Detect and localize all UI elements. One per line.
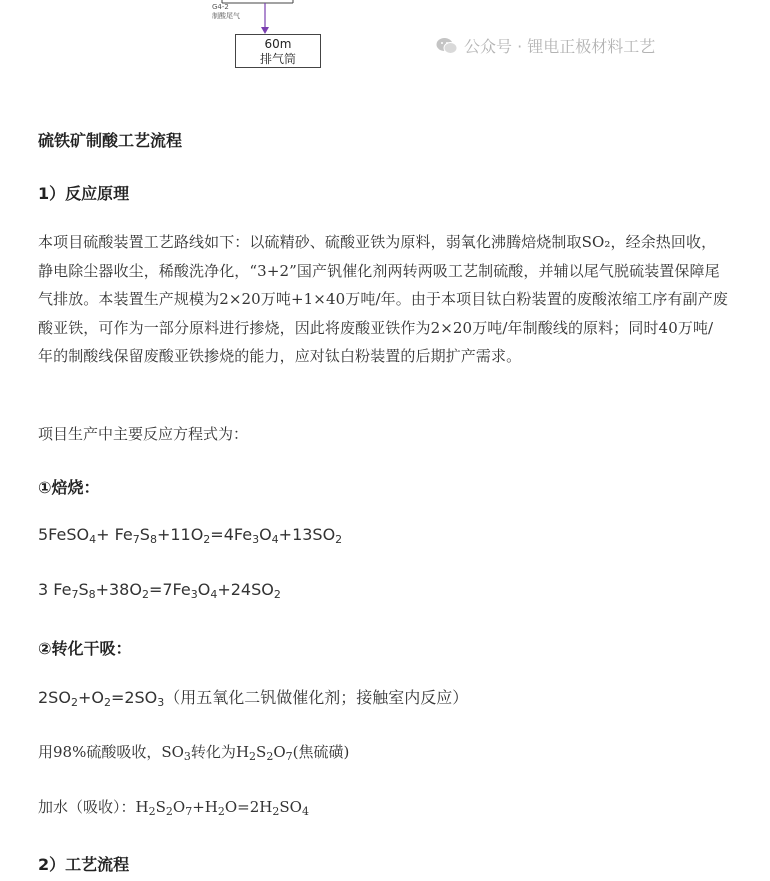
catalyst-note: （用五氧化二钒做催化剂；接触室内反应） [164,688,469,707]
equation-water-addition: 加水（吸收）：$H_2S_2O_7+H_2O=2H_2SO_4$ [38,798,309,818]
stack-gas-label [212,3,252,21]
absorption-prefix: 用98%硫酸吸收， [38,743,162,761]
section-title: 硫铁矿制酸工艺流程 [38,131,183,150]
equation-conversion: $2SO_2+O_2=2SO_3$（用五氧化二钒做催化剂；接触室内反应） [38,688,469,709]
water-prefix: 加水（吸收）： [38,798,136,816]
equation-absorption: 用98%硫酸吸收，$SO_3$转化为$H_2S_2O_7$(焦硫磺) [38,743,350,763]
stack-height: 60m [264,37,292,51]
watermark-text: 公众号 · 锂电正极材料工艺 [464,37,656,56]
stack-gas-code: G4-2 [212,3,229,11]
heading-reaction-principle: 1）反应原理 [38,184,130,203]
equation-roasting-2: 3 $Fe_7S_8+38O_2=7Fe_3O_4+24SO_2$ [38,580,281,601]
wechat-icon [436,37,458,55]
exhaust-stack-box [235,34,321,68]
stack-gas-name: 制酸尾气 [212,12,240,20]
absorption-middle: 转化为 [190,743,236,761]
stack-name: 排气筒 [259,52,296,66]
flow-arrow-head [261,27,269,34]
equations-intro: 项目生产中主要反应方程式为： [38,425,249,443]
equation-roasting-1: 5FeSO$_4$+ $Fe_7S_8+11O_2=4Fe_3O_4+13SO_2$ [38,525,343,546]
intro-paragraph: 本项目硫酸装置工艺路线如下：以硫精砂、硫酸亚铁为原料，弱氧化沸腾焙烧制取SO₂，经余热回收，静电除尘器收尘，稀酸洗净化，“3+2”国产钒催化剂两转两吸工艺制硫酸，并辅以尾气脱硫装置保障尾气排放。本装置生产规模为2×20万吨+1×40万吨/年。由于本项目钛白粉装置的废酸浓缩工序有副产废酸亚铁，可作为一部分原料进行掺烧，因此将废酸亚铁作为2×20万吨/年制酸线的原料；同时40万吨/年的制酸线保留废酸亚铁掺烧的能力，应对钛白粉装置的后期扩产需求。 [38,233,728,365]
heading-conversion-absorption: ②转化干吸： [38,639,132,658]
heading-roasting: ①焙烧： [38,478,100,497]
watermark [436,34,655,57]
heading-process-flow: 2）工艺流程 [38,855,130,874]
absorption-suffix: (焦硫磺) [292,743,350,761]
